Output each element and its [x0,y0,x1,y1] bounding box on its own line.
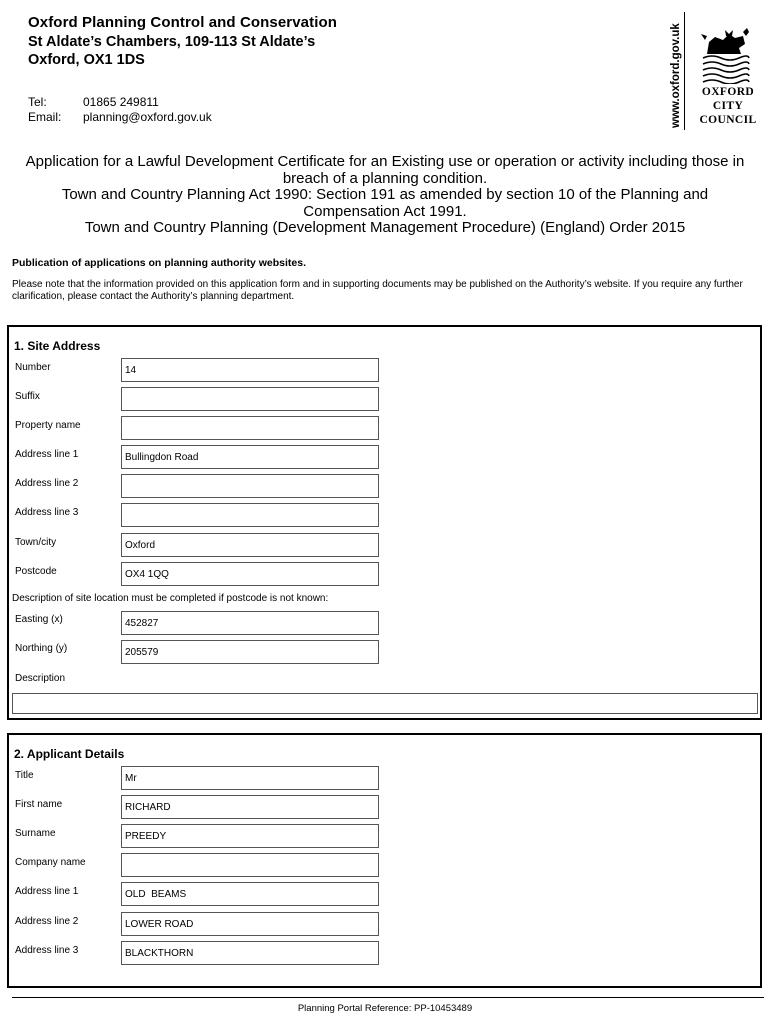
field-label-applicant-address-2: Address line 2 [15,916,79,927]
title-line-4: Compensation Act 1991. [303,202,467,220]
field-label-easting: Easting (x) [15,614,63,625]
surname-input[interactable]: PREEDY [121,824,379,848]
field-label-company-name: Company name [15,857,86,868]
easting-input[interactable]: 452827 [121,611,379,635]
property-name-input[interactable] [121,416,379,440]
field-label-applicant-address-1: Address line 1 [15,886,79,897]
header-divider [684,12,685,130]
field-label-site-address-3: Address line 3 [15,507,79,518]
applicant-address-line-1-input[interactable]: OLD BEAMS [121,882,379,906]
title-input[interactable]: Mr [121,766,379,790]
council-crest-icon [699,28,751,84]
field-label-title: Title [15,770,34,781]
field-label-site-address-1: Address line 1 [15,449,79,460]
field-label-suffix: Suffix [15,391,40,402]
portal-reference: Planning Portal Reference: PP-10453489 [297,1003,473,1014]
site-address-line-3-input[interactable] [121,503,379,527]
site-address-title: 1. Site Address [14,339,101,353]
postcode-input[interactable]: OX4 1QQ [121,562,379,586]
field-label-postcode: Postcode [15,566,57,577]
field-label-number: Number [15,362,51,373]
field-label-applicant-address-3: Address line 3 [15,945,79,956]
field-label-surname: Surname [15,828,56,839]
organisation-name: Oxford Planning Control and Conservation [28,14,338,31]
email-value[interactable]: planning@oxford.gov.uk [83,110,212,124]
site-address-line-1-input[interactable]: Bullingdon Road [121,445,379,469]
location-note: Description of site location must be completed if postcode is not known: [12,593,329,604]
site-address-line-2-input[interactable] [121,474,379,498]
suffix-input[interactable] [121,387,379,411]
description-input[interactable] [12,693,758,714]
northing-input[interactable]: 205579 [121,640,379,664]
address-line-1: St Aldate’s Chambers, 109-113 St Aldate’s [28,34,316,50]
field-label-town: Town/city [15,537,57,548]
number-input[interactable]: 14 [121,358,379,382]
council-name-line-1: OXFORD [701,86,755,98]
address-line-2: Oxford, OX1 1DS [28,52,145,68]
form-title [8,154,762,237]
applicant-address-line-3-input[interactable]: BLACKTHORN [121,941,379,965]
footer-rule [12,997,764,998]
title-line-3: Town and Country Planning Act 1990: Section 191 as amended by section 10 of the Planning and [61,186,709,203]
applicant-address-line-2-input[interactable]: LOWER ROAD [121,912,379,936]
field-label-northing: Northing (y) [15,643,68,654]
town-city-input[interactable]: Oxford [121,533,379,557]
field-label-first-name: First name [15,799,63,810]
applicant-title: 2. Applicant Details [14,747,125,761]
first-name-input[interactable]: RICHARD [121,795,379,819]
title-line-1: Application for a Lawful Development Certificate for an Existing use or operation or activity including those in [25,153,745,170]
publication-note: Please note that the information provided on this application form and in supporting documents may be published on the Authority’s website. If you require any further clarification, please contact the Authority’s planning department. [12,279,743,302]
tel-value: 01865 249811 [83,95,159,109]
council-name-line-3: COUNCIL [699,114,757,126]
field-label-description: Description [15,673,66,684]
title-line-5: Town and Country Planning (Development Management Procedure) (England) Order 2015 [84,219,686,236]
field-label-site-address-2: Address line 2 [15,478,79,489]
field-label-property-name: Property name [15,420,81,431]
email-label: Email: [28,110,62,124]
company-name-input[interactable] [121,853,379,877]
title-line-2: breach of a planning condition. [282,169,488,187]
tel-label: Tel: [28,95,47,109]
website-text: www.oxford.gov.uk [670,23,682,128]
council-name-line-2: CITY [712,100,744,112]
publication-heading: Publication of applications on planning authority websites. [12,257,307,269]
